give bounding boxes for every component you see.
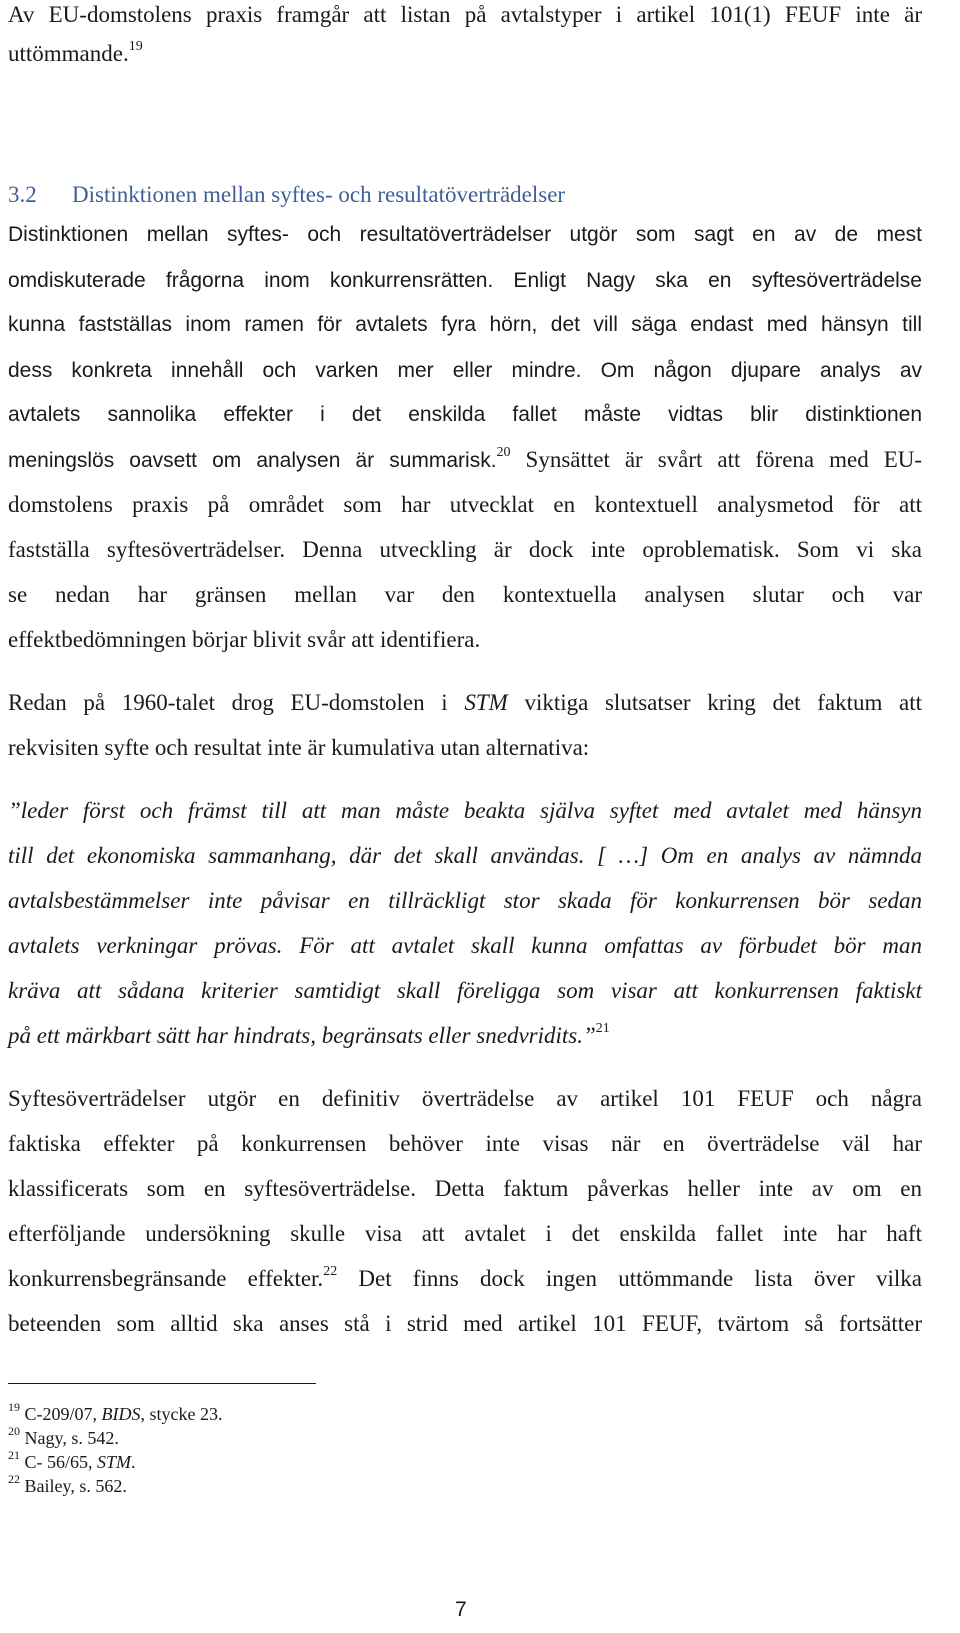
footnote-20	[8, 1426, 119, 1450]
para2-line6	[8, 445, 922, 476]
para4-line5	[8, 1264, 922, 1294]
page-number: 7	[455, 1598, 467, 1621]
quote-line6	[8, 1021, 922, 1051]
para3-line1-a: Redan på 1960-talet drog EU-domstolen i	[8, 690, 465, 715]
para2-line5: avtalets sannolika effekter i det enskilda fallet måste vidtas blir distinktionen	[8, 403, 922, 426]
para2-line2-b: Enligt Nagy ska en syftesöverträdelse	[493, 269, 922, 292]
section-heading	[8, 180, 922, 210]
footnote-text-end: .	[131, 1452, 136, 1472]
footnote-number: 20	[8, 1424, 20, 1438]
para2-line2	[8, 265, 922, 296]
section-title: Distinktionen mellan syftes- och resultatöverträdelser	[72, 182, 566, 207]
footnote-number: 19	[8, 1400, 20, 1414]
para2-line1: Distinktionen mellan syftes- och resultatöverträdelser utgör som sagt en av de mest	[8, 223, 922, 246]
para2-line3: kunna fastställas inom ramen för avtalets fyra hörn, det vill säga endast med hänsyn till	[8, 313, 922, 336]
footnote-case-name: STM	[97, 1452, 132, 1472]
quote-line1: ”leder först och främst till att man måste beakta själva syftet med avtalet med hänsyn	[8, 798, 922, 823]
para2-line2-a: omdiskuterade frågorna inom konkurrensrätten.	[8, 269, 494, 292]
para2-line4-a: dess konkreta innehåll och varken mer eller mindre.	[8, 359, 582, 382]
footnote-case-name: BIDS	[101, 1404, 141, 1424]
footnote-text-end: , stycke 23.	[140, 1404, 223, 1424]
section-number: 3.2	[8, 182, 37, 207]
para2-line6-a: meningslös oavsett om analysen är summarisk.	[8, 449, 497, 472]
quote-line2: till det ekonomiska sammanhang, där det skall användas. [ …] Om en analys av nämnda	[8, 843, 922, 868]
footnote-ref-20: 20	[496, 445, 511, 461]
footnote-text: Bailey, s. 562.	[24, 1476, 127, 1496]
para4-line5-b: Det finns dock ingen uttömmande lista över vilka	[337, 1266, 922, 1291]
quote-line5: kräva att sådana kriterier samtidigt skall föreligga som visar att konkurrensen faktiskt	[8, 978, 922, 1003]
para2-line10: effektbedömningen börjar blivit svår att identifiera.	[8, 627, 481, 652]
para3-line1	[8, 688, 922, 718]
para4-line1: Syftesöverträdelser utgör en definitiv överträdelse av artikel 101 FEUF och några	[8, 1086, 922, 1111]
footnote-text: Nagy, s. 542.	[24, 1428, 119, 1448]
footnote-ref-19: 19	[128, 39, 143, 55]
para2-line4-b: Om någon djupare analys av	[581, 359, 922, 382]
footnote-ref-21: 21	[595, 1021, 610, 1037]
para2-line9: se nedan har gränsen mellan var den kontextuella analysen slutar och var	[8, 582, 922, 607]
para2-line4	[8, 355, 922, 386]
quote-line3: avtalsbestämmelser inte påvisar en tillräckligt stor skada för konkurrensen bör sedan	[8, 888, 922, 913]
footnote-22	[8, 1474, 127, 1498]
para1-line1: Av EU-domstolens praxis framgår att listan på avtalstyper i artikel 101(1) FEUF inte är	[8, 2, 922, 27]
quote-line4: avtalets verkningar prövas. För att avtalet skall kunna omfattas av förbudet bör man	[8, 933, 922, 958]
footnote-21	[8, 1450, 136, 1474]
footnote-number: 22	[8, 1472, 20, 1486]
case-name-stm: STM	[464, 690, 508, 715]
para4-line2: faktiska effekter på konkurrensen behöver inte visas när en överträdelse väl har	[8, 1131, 922, 1156]
footnote-number: 21	[8, 1448, 20, 1462]
para1-line2-text: uttömmande.	[8, 41, 129, 66]
para3-line2: rekvisiten syfte och resultat inte är kumulativa utan alternativa:	[8, 735, 590, 760]
para1-line2	[8, 39, 922, 69]
footnote-ref-22: 22	[323, 1264, 338, 1280]
para2-line8: fastställa syftesöverträdelser. Denna utveckling är dock inte oproblematisk. Som vi ska	[8, 537, 922, 562]
footnote-text: C-209/07,	[24, 1404, 102, 1424]
para4-line6: beteenden som alltid ska anses stå i strid med artikel 101 FEUF, tvärtom så fortsätter	[8, 1311, 922, 1336]
quote-line6-text: på ett märkbart sätt har hindrats, begränsats eller snedvridits.”	[8, 1023, 596, 1048]
para4-line3: klassificerats som en syftesöverträdelse. Detta faktum påverkas heller inte av om en	[8, 1176, 922, 1201]
footnote-19	[8, 1402, 223, 1426]
para3-line1-b: viktiga slutsatser kring det faktum att	[507, 690, 922, 715]
para4-line4: efterföljande undersökning skulle visa att avtalet i det enskilda fallet inte har haft	[8, 1221, 922, 1246]
para2-line7: domstolens praxis på området som har utvecklat en kontextuell analysmetod för att	[8, 492, 922, 517]
footnote-divider	[8, 1383, 316, 1384]
para4-line5-a: konkurrensbegränsande effekter.	[8, 1266, 324, 1291]
para2-line6-b: Synsättet är svårt att förena med EU-	[510, 447, 923, 472]
footnote-text: C- 56/65,	[24, 1452, 98, 1472]
